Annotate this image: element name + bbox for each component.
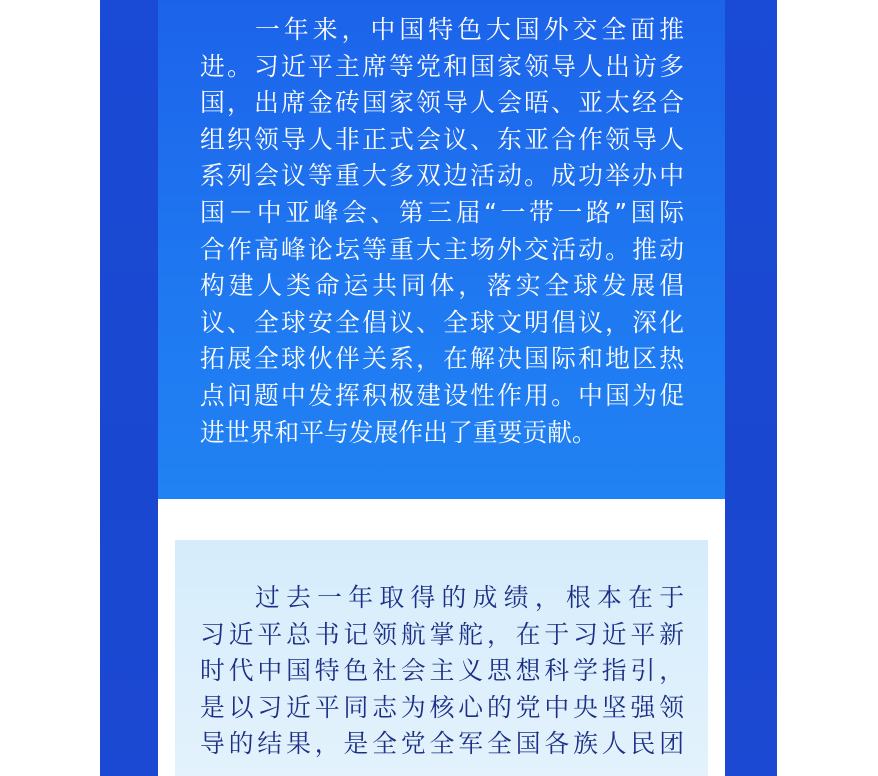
paragraph-line: 是以习近平同志为核心的党中央坚强领: [200, 692, 684, 722]
paragraph-line: 国，出席金砖国家领导人会晤、亚太经合: [200, 88, 684, 118]
paragraph-line: 议、全球安全倡议、全球文明倡议，深化: [200, 307, 684, 337]
paragraph-line: 过去一年取得的成绩，根本在于: [255, 583, 684, 612]
paragraph-line: 系列会议等重大多双边活动。成功举办中: [200, 161, 684, 191]
paragraph-line: 进。习近平主席等党和国家领导人出访多: [200, 51, 684, 81]
paragraph-line: 导的结果，是全党全军全国各族人民团: [200, 729, 684, 759]
paragraph-line: 合作高峰论坛等重大主场外交活动。推动: [200, 234, 684, 264]
paragraph-achievements: [200, 580, 684, 763]
paragraph-line: 拓展全球伙伴关系，在解决国际和地区热: [200, 344, 684, 374]
paragraph-line: 习近平总书记领航掌舵，在于习近平新: [200, 619, 684, 649]
paragraph-line: 国－中亚峰会、第三届“一带一路”国际: [200, 197, 684, 227]
paragraph-line: 点问题中发挥积极建设性作用。中国为促: [200, 380, 684, 410]
paragraph-line: 构建人类命运共同体，落实全球发展倡: [200, 271, 684, 301]
paragraph-line: 组织领导人非正式会议、东亚合作领导人: [200, 124, 684, 154]
paragraph-diplomacy: [200, 12, 684, 451]
paragraph-line: 进世界和平与发展作出了重要贡献。: [200, 417, 597, 447]
paragraph-line: 一年来，中国特色大国外交全面推: [255, 15, 684, 44]
paragraph-line: 时代中国特色社会主义思想科学指引，: [200, 656, 684, 686]
